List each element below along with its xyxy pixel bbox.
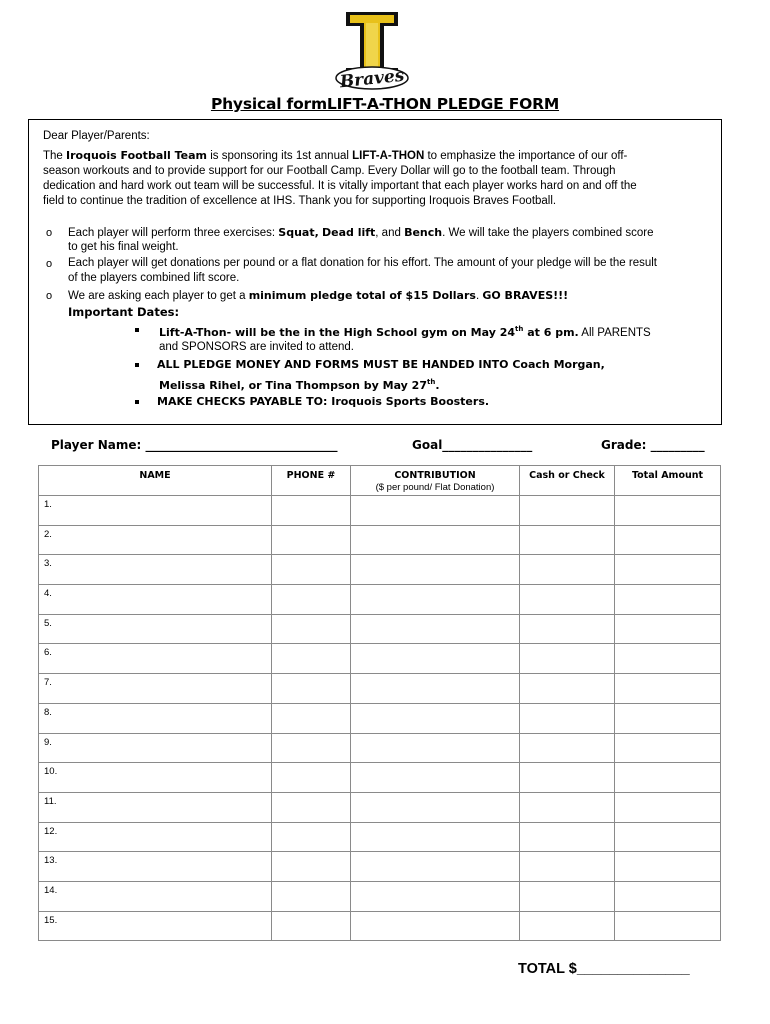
total-amount-cell[interactable]	[615, 703, 721, 733]
total-amount-cell[interactable]	[615, 881, 721, 911]
phone-cell[interactable]	[272, 585, 351, 615]
total-amount-cell[interactable]	[615, 792, 721, 822]
date-pledge-deadline: ALL PLEDGE MONEY AND FORMS MUST BE HANDED INTO Coach Morgan,	[157, 358, 605, 371]
bullet-marker: o	[46, 258, 53, 270]
total-amount-cell[interactable]	[615, 763, 721, 793]
total-amount-cell[interactable]	[615, 674, 721, 704]
total-amount-cell[interactable]	[615, 852, 721, 882]
table-row	[39, 525, 721, 555]
name-cell[interactable]: 2.	[39, 525, 272, 555]
phone-cell[interactable]	[272, 822, 351, 852]
cash-or-check-cell[interactable]	[520, 525, 615, 555]
date-checks-payable: MAKE CHECKS PAYABLE TO: Iroquois Sports Boosters.	[157, 395, 490, 408]
square-bullet	[135, 363, 139, 367]
bullet-marker: o	[46, 227, 53, 239]
pledge-table	[38, 465, 721, 941]
name-cell[interactable]: 13.	[39, 852, 272, 882]
table-row	[39, 674, 721, 704]
name-cell[interactable]: 1.	[39, 496, 272, 526]
table-row	[39, 703, 721, 733]
phone-cell[interactable]	[272, 703, 351, 733]
name-cell[interactable]: 6.	[39, 644, 272, 674]
cash-or-check-cell[interactable]	[520, 614, 615, 644]
cash-or-check-cell[interactable]	[520, 674, 615, 704]
phone-cell[interactable]	[272, 763, 351, 793]
total-amount-cell[interactable]	[615, 614, 721, 644]
cash-or-check-cell[interactable]	[520, 911, 615, 941]
phone-cell[interactable]	[272, 525, 351, 555]
braves-logo	[332, 8, 412, 98]
contribution-cell[interactable]	[351, 555, 520, 585]
bullet-minimum-pledge: We are asking each player to get a minimum pledge total of $15 Dollars. GO BRAVES!!!	[68, 289, 569, 302]
table-row	[39, 644, 721, 674]
square-bullet	[135, 400, 139, 404]
total-amount-cell[interactable]	[615, 822, 721, 852]
cash-or-check-cell[interactable]	[520, 496, 615, 526]
cash-or-check-cell[interactable]	[520, 703, 615, 733]
phone-cell[interactable]	[272, 496, 351, 526]
table-row	[39, 911, 721, 941]
date-lift-a-thon: Lift-A-Thon- will be the in the High School gym on May 24th at 6 pm. All PARENTS	[159, 325, 651, 339]
bullet-donations: Each player will get donations per pound or a flat donation for his effort. The amount of your pledge will be the result	[68, 257, 657, 269]
phone-cell[interactable]	[272, 852, 351, 882]
name-cell[interactable]: 7.	[39, 674, 272, 704]
phone-cell[interactable]	[272, 555, 351, 585]
table-row	[39, 555, 721, 585]
total-amount-cell[interactable]	[615, 555, 721, 585]
cash-or-check-cell[interactable]	[520, 763, 615, 793]
contribution-cell[interactable]	[351, 881, 520, 911]
contribution-cell[interactable]	[351, 733, 520, 763]
column-header-cash-or-check: Cash or Check	[520, 466, 615, 496]
phone-cell[interactable]	[272, 614, 351, 644]
table-row	[39, 881, 721, 911]
intro-line-1: The Iroquois Football Team is sponsoring its 1st annual LIFT-A-THON to emphasize the importance of our off-	[43, 149, 628, 162]
total-amount-cell[interactable]	[615, 644, 721, 674]
contribution-cell[interactable]	[351, 585, 520, 615]
page-title: Physical formLIFT-A-THON PLEDGE FORM	[210, 95, 560, 113]
name-cell[interactable]: 11.	[39, 792, 272, 822]
square-bullet	[135, 328, 139, 332]
phone-cell[interactable]	[272, 644, 351, 674]
name-cell[interactable]: 5.	[39, 614, 272, 644]
bullet-donations-line-2: of the players combined lift score.	[68, 272, 240, 284]
cash-or-check-cell[interactable]	[520, 822, 615, 852]
intro-line-2: season workouts and to provide support for our Football Camp. Every Dollar will go to the football team. Through	[43, 165, 616, 177]
contribution-cell[interactable]	[351, 822, 520, 852]
bullet-exercises-line-2: to get his final weight.	[68, 241, 179, 253]
grand-total[interactable]: TOTAL $______________	[518, 961, 690, 977]
total-amount-cell[interactable]	[615, 585, 721, 615]
table-header-row	[39, 466, 721, 496]
total-amount-cell[interactable]	[615, 496, 721, 526]
name-cell[interactable]: 9.	[39, 733, 272, 763]
table-row	[39, 792, 721, 822]
contribution-cell[interactable]	[351, 792, 520, 822]
contribution-cell[interactable]	[351, 674, 520, 704]
contribution-cell[interactable]	[351, 614, 520, 644]
table-row	[39, 852, 721, 882]
name-cell[interactable]: 8.	[39, 703, 272, 733]
phone-cell[interactable]	[272, 911, 351, 941]
name-cell[interactable]: 10.	[39, 763, 272, 793]
cash-or-check-cell[interactable]	[520, 792, 615, 822]
bullet-exercises: Each player will perform three exercises: Squat, Dead lift, and Bench. We will take the players combined score	[68, 226, 654, 239]
cash-or-check-cell[interactable]	[520, 733, 615, 763]
goal-field[interactable]: Goal_______________	[412, 438, 533, 452]
bullet-marker: o	[46, 290, 53, 302]
contribution-cell[interactable]	[351, 911, 520, 941]
name-cell[interactable]: 15.	[39, 911, 272, 941]
phone-cell[interactable]	[272, 881, 351, 911]
logo-text: Braves	[338, 65, 406, 93]
total-amount-cell[interactable]	[615, 525, 721, 555]
contribution-cell[interactable]	[351, 525, 520, 555]
contribution-cell[interactable]	[351, 644, 520, 674]
contribution-cell[interactable]	[351, 496, 520, 526]
column-header-contribution: CONTRIBUTION ($ per pound/ Flat Donation)	[351, 466, 520, 496]
date-lift-a-thon-line-2: and SPONSORS are invited to attend.	[159, 341, 354, 353]
name-cell[interactable]: 4.	[39, 585, 272, 615]
phone-cell[interactable]	[272, 792, 351, 822]
total-amount-cell[interactable]	[615, 911, 721, 941]
table-row	[39, 585, 721, 615]
table-row	[39, 763, 721, 793]
name-cell[interactable]: 14.	[39, 881, 272, 911]
table-row	[39, 614, 721, 644]
greeting: Dear Player/Parents:	[43, 130, 150, 142]
important-dates-heading: Important Dates:	[68, 305, 180, 319]
grade-field[interactable]: Grade: _________	[601, 438, 705, 452]
contribution-cell[interactable]	[351, 703, 520, 733]
contribution-cell[interactable]	[351, 852, 520, 882]
phone-cell[interactable]	[272, 733, 351, 763]
column-header-phone: PHONE #	[272, 466, 351, 496]
intro-line-3: dedication and hard work out team will be successful. It is vitally important that each player works hard on and off the	[43, 180, 637, 192]
table-row	[39, 733, 721, 763]
table-row	[39, 496, 721, 526]
column-header-name: NAME	[39, 466, 272, 496]
cash-or-check-cell[interactable]	[520, 852, 615, 882]
cash-or-check-cell[interactable]	[520, 644, 615, 674]
letter-box	[28, 119, 722, 425]
contribution-cell[interactable]	[351, 763, 520, 793]
name-cell[interactable]: 12.	[39, 822, 272, 852]
cash-or-check-cell[interactable]	[520, 555, 615, 585]
phone-cell[interactable]	[272, 674, 351, 704]
player-name-field[interactable]: Player Name: ________________________________	[51, 438, 338, 452]
cash-or-check-cell[interactable]	[520, 585, 615, 615]
intro-line-4: field to continue the tradition of excellence at IHS. Thank you for supporting Iroquois Braves Football.	[43, 195, 557, 207]
cash-or-check-cell[interactable]	[520, 881, 615, 911]
name-cell[interactable]: 3.	[39, 555, 272, 585]
total-amount-cell[interactable]	[615, 733, 721, 763]
table-row	[39, 822, 721, 852]
date-pledge-deadline-line-2: Melissa Rihel, or Tina Thompson by May 27th.	[159, 378, 440, 392]
column-header-total-amount: Total Amount	[615, 466, 721, 496]
